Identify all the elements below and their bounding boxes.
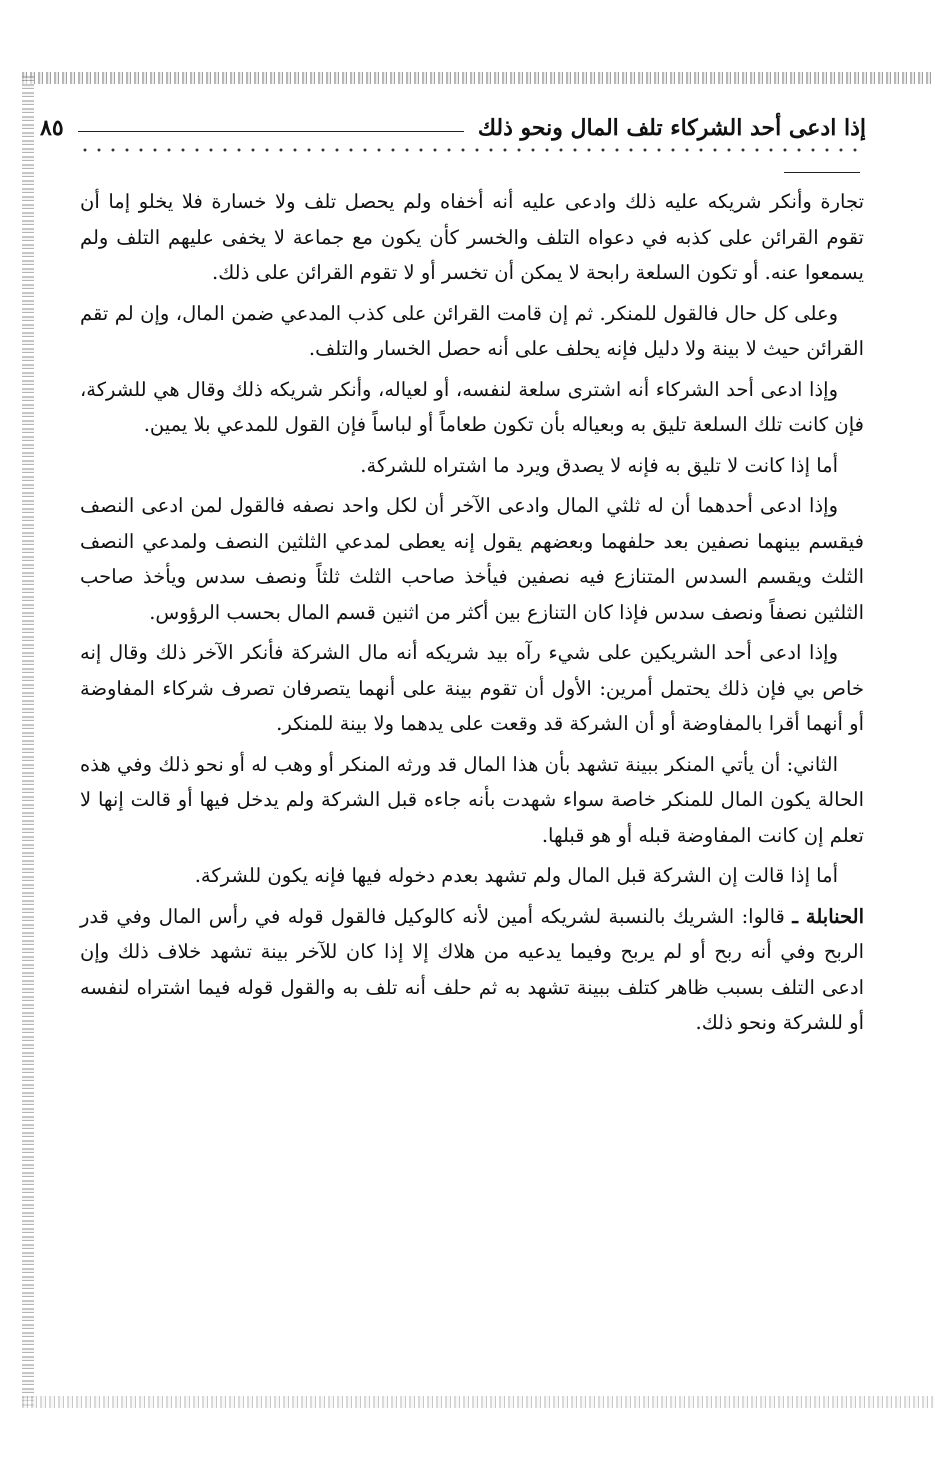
hanabila-text: قالوا: الشريك بالنسبة لشريكه أمين لأنه كالوكيل فالقول قوله في رأس المال وفي قدر الربح وفي أنه ربح أو لم يربح وفيما يدعيه من هلاك إلا إذا كان للآخر بينة تشهد خلاف ذلك وإن ادعى التلف بسبب ظاهر كتلف ببينة تشهد به ثم حلف أنه تلف به والقول قوله فيما اشتراه لنفسه أو للشركة ونحو ذلك. bbox=[80, 904, 864, 1034]
page-header bbox=[40, 108, 866, 148]
paragraph: أما إذا كانت لا تليق به فإنه لا يصدق ويرد ما اشتراه للشركة. bbox=[360, 453, 838, 477]
dotted-divider bbox=[78, 147, 866, 153]
ornamental-border-left bbox=[22, 76, 34, 1406]
school-heading: الحنابلة ـ bbox=[792, 904, 864, 928]
ornamental-border-top bbox=[22, 72, 934, 84]
ornamental-border-bottom bbox=[22, 1396, 934, 1408]
continuation-rule bbox=[784, 172, 860, 173]
paragraph: وعلى كل حال فالقول للمنكر. ثم إن قامت القرائن على كذب المدعي ضمن المال، وإن لم تقم القرائن حيث لا بينة ولا دليل فإنه يحلف على أنه حصل الخسار والتلف. bbox=[80, 301, 864, 360]
paragraph: أما إذا قالت إن الشركة قبل المال ولم تشهد بعدم دخوله فيها فإنه يكون للشركة. bbox=[194, 864, 838, 887]
paragraph: تجارة وأنكر شريكه عليه ذلك وادعى عليه أنه أخفاه ولم يحصل تلف ولا خسارة فلا يخلو إما أن تقوم القرائن على كذبه في دعواه التلف والخسر كأن يكون مع جماعة لا يخفى عليهم التلف ولم يسمعوا عنه. أو تكون السلعة رابحة لا يمكن أن تخسر أو لا تقوم القرائن على ذلك. bbox=[80, 190, 864, 284]
paragraph: وإذا ادعى أحدهما أن له ثلثي المال وادعى الآخر أن لكل واحد نصفه فالقول لمن ادعى النصف فيقسم بينهما نصفين بعد حلفهما وبعضهم يقول إنه يعطى لمدعي الثلثين النصف ولمدعي النصف الثلث ويقسم السدس المتنازع فيه نصفين فيأخذ صاحب الثلث ثلثاً ونصف سدس ويأخذ صاحب الثلثين نصفاً ونصف سدس فإذا كان التنازع بين أكثر من اثنين قسم المال بحسب الرؤوس. bbox=[80, 494, 864, 624]
header-rule bbox=[78, 131, 464, 132]
body-text bbox=[80, 184, 864, 1046]
paragraph: وإذا ادعى أحد الشريكين على شيء رآه بيد شريكه أنه مال الشركة فأنكر الآخر ذلك وقال إنه خاص بي فإن ذلك يحتمل أمرين: الأول أن تقوم بينة على أنهما يتصرفان تصرف شركاء المفاوضة أو أنهما أقرا بالمفاوضة أو أن الشركة قد وقعت على يدهما ولا بينة للمنكر. bbox=[80, 641, 864, 735]
paragraph: وإذا ادعى أحد الشركاء أنه اشترى سلعة لنفسه، أو لعياله، وأنكر شريكه ذلك وقال هي للشركة، فإن كانت تلك السلعة تليق به وبعياله بأن تكون طعاماً أو لباساً فإن القول للمدعي بلا يمين. bbox=[80, 377, 864, 436]
paragraph: الثاني: أن يأتي المنكر ببينة تشهد بأن هذا المال قد ورثه المنكر أو وهب له أو نحو ذلك وفي هذه الحالة يكون المال للمنكر خاصة سواء شهدت بأنه جاءه قبل الشركة ولم يدخل فيها أو قالت إنها لا تعلم إن كانت المفاوضة قبله أو هو قبلها. bbox=[80, 752, 864, 847]
running-title: إذا ادعى أحد الشركاء تلف المال ونحو ذلك bbox=[477, 115, 866, 141]
page-number: ٨٥ bbox=[40, 115, 64, 141]
hanabila-paragraph bbox=[80, 899, 864, 1041]
